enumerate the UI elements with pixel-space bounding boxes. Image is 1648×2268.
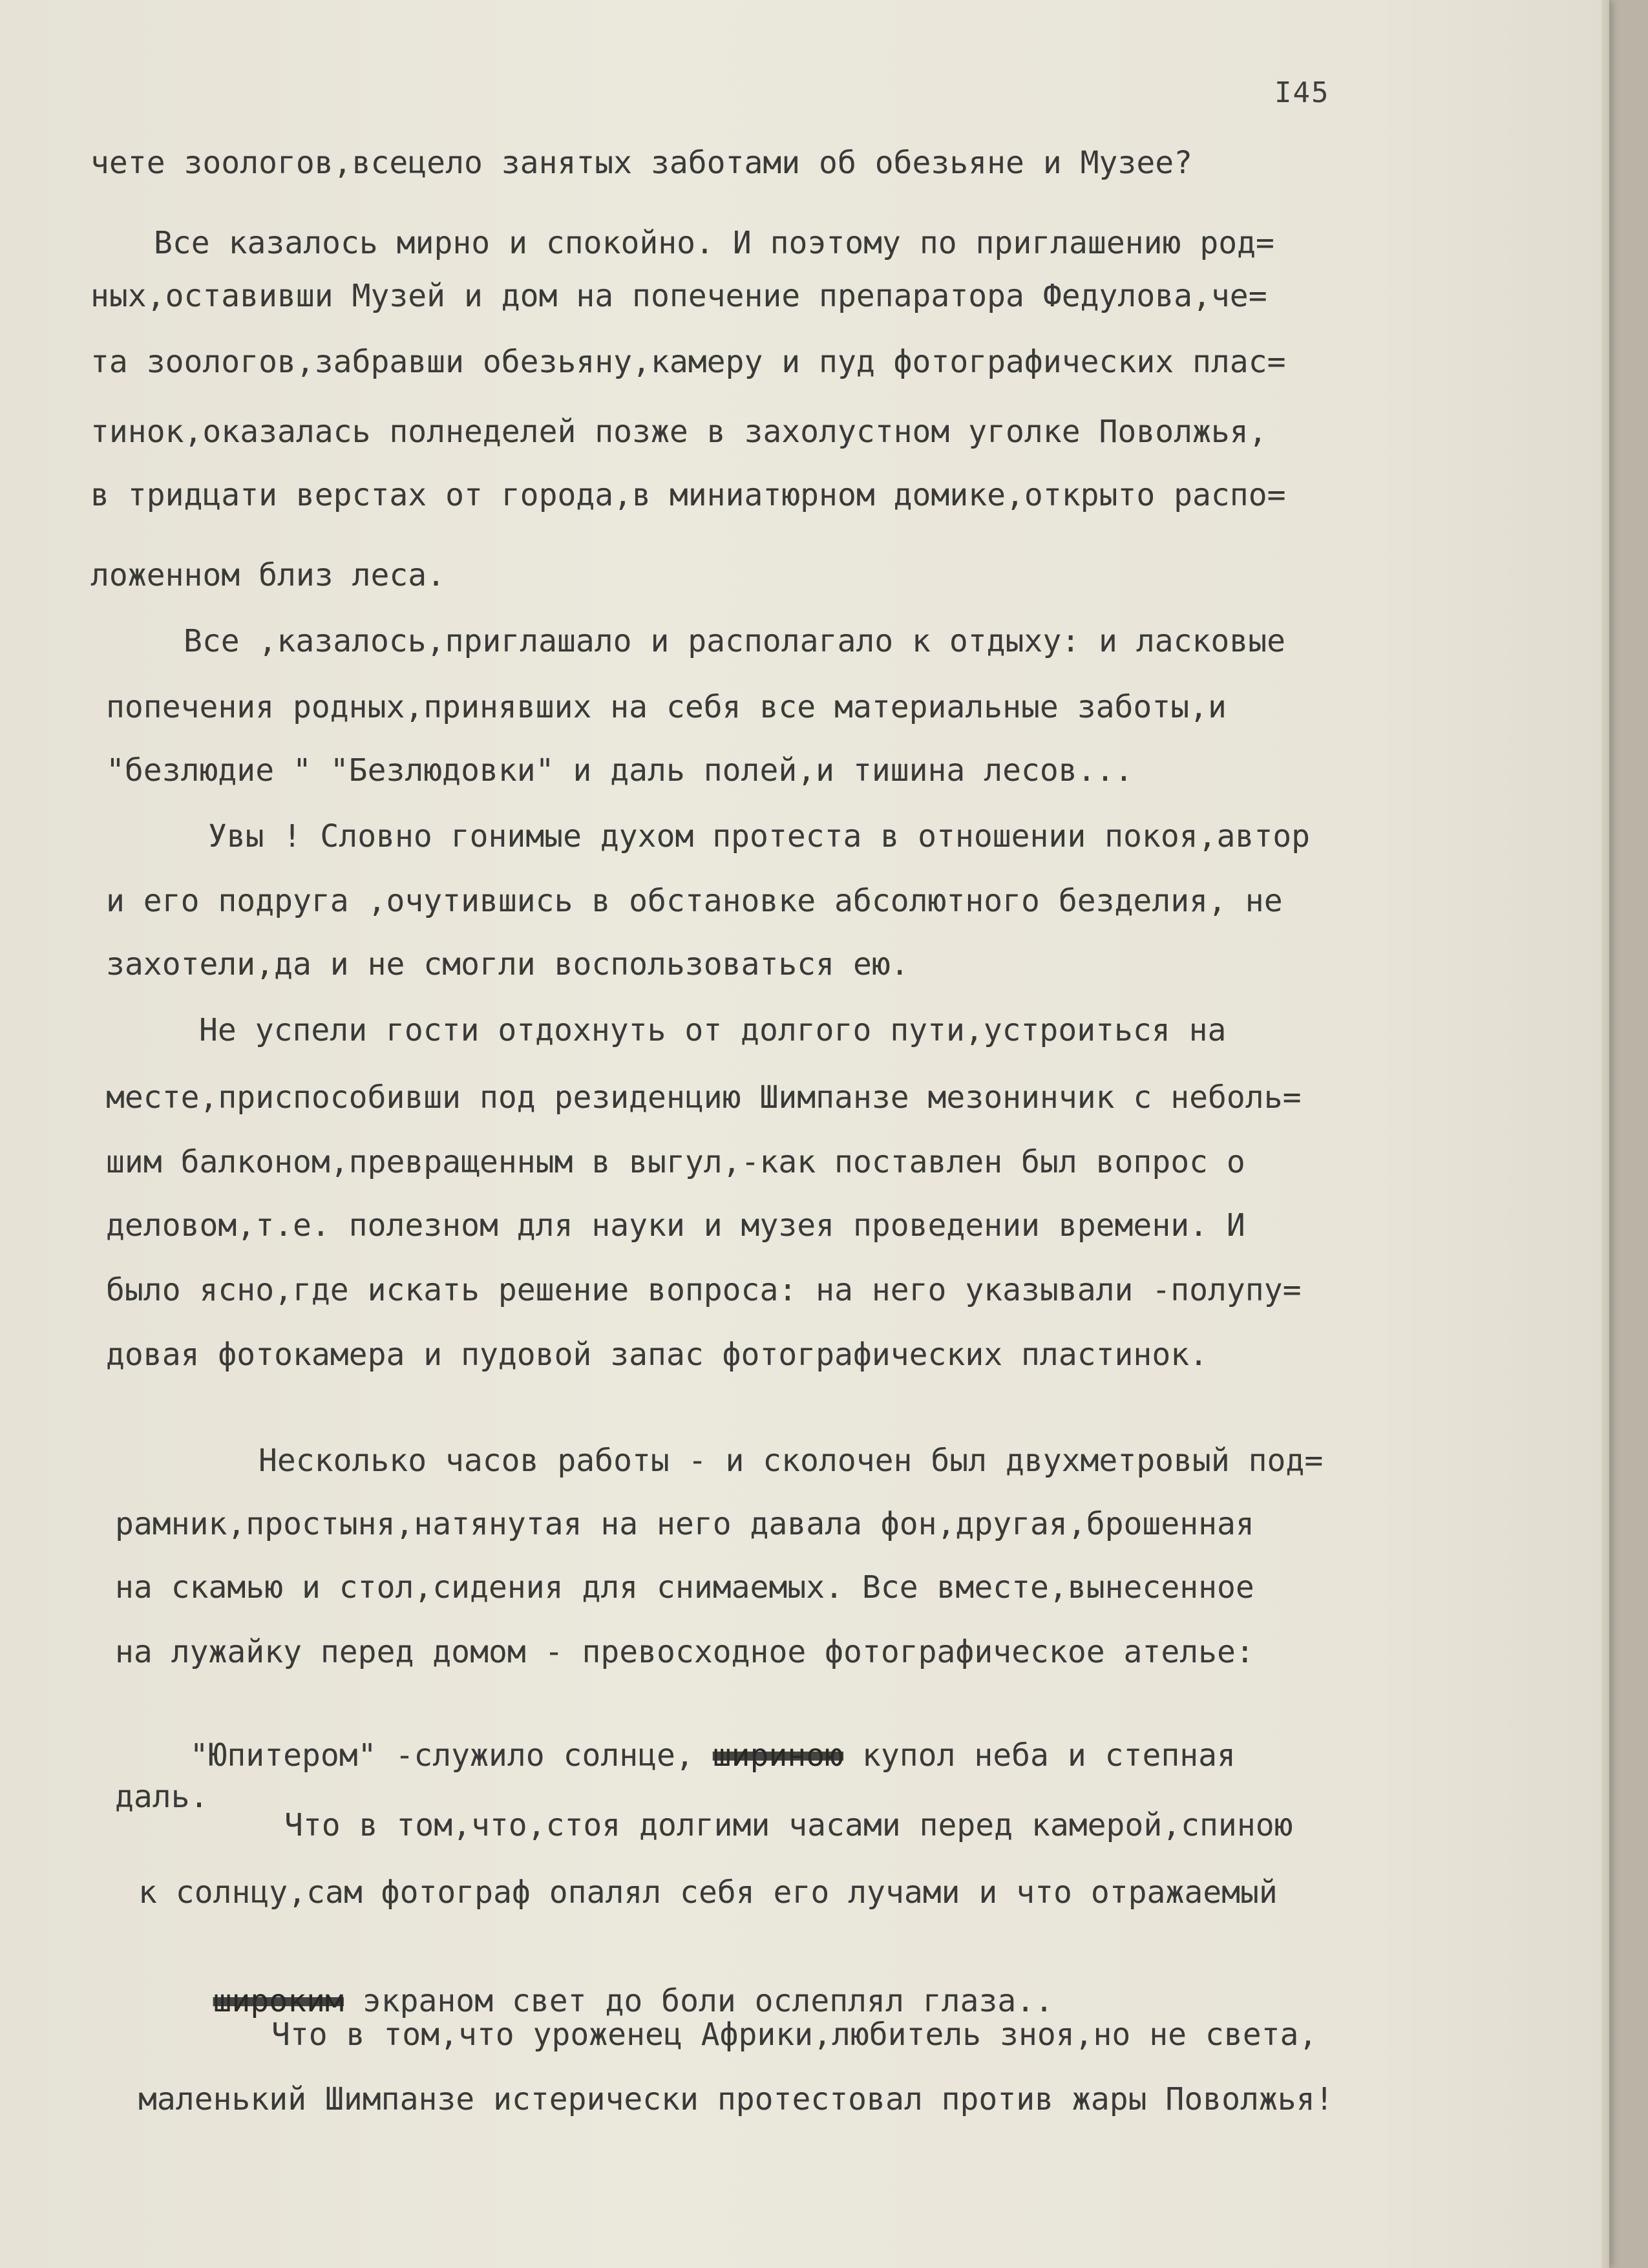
text-line-2: Все казалось мирно и спокойно. И поэтому по приглашению род= xyxy=(154,225,1274,261)
text-line-12: и его подруга ,очутившись в обстановке абсолютного безделия, не xyxy=(106,883,1283,919)
text-line-19: довая фотокамера и пудовой запас фотографических пластинок. xyxy=(106,1337,1209,1373)
text-line-15: месте,приспособивши под резиденцию Шимпанзе мезонинчик с неболь= xyxy=(106,1079,1302,1116)
text-line-11: Увы ! Словно гонимые духом протеста в отношении покоя,автор xyxy=(208,818,1311,854)
struck-word-2: широким xyxy=(213,1983,344,2019)
text-line-29: Что в том,что уроженец Африки,любитель зноя,но не света, xyxy=(271,2017,1318,2053)
text-line-3: ных,оставивши Музей и дом на попечение препаратора Федулова,че= xyxy=(90,278,1267,314)
text-line-7: ложенном близ леса. xyxy=(90,557,446,593)
text-line-28-text: экраном свет до боли ослеплял глаза.. xyxy=(362,1983,1054,2019)
text-line-30: маленький Шимпанзе истерически протестовал против жары Поволжья! xyxy=(138,2081,1334,2117)
text-line-16: шим балконом,превращенным в выгул,-как поставлен был вопрос о xyxy=(106,1144,1245,1180)
text-line-5: тинок,оказалась полнеделей позже в захолустном уголке Поволжья, xyxy=(90,414,1267,450)
text-line-18: было ясно,где искать решение вопроса: на него указывали -полупу= xyxy=(106,1272,1302,1308)
text-line-27: к солнцу,сам фотограф опалял себя его лучами и что отражаемый xyxy=(138,1874,1278,1911)
text-line-26: Что в том,что,стоя долгими часами перед камерой,спиною xyxy=(284,1807,1293,1843)
text-line-6: в тридцати верстах от города,в миниатюрном домике,открыто распо= xyxy=(90,477,1286,513)
text-line-13: захотели,да и не смогли воспользоваться ею. xyxy=(106,946,909,982)
text-line-14: Не успели гости отдохнуть от долгого пути,устроиться на xyxy=(199,1012,1227,1048)
text-line-24 xyxy=(115,1697,1236,1814)
text-line-23: на лужайку перед домом - превосходное фотографическое ателье: xyxy=(115,1634,1254,1670)
text-line-1: чете зоологов,всецело занятых заботами об обезьяне и Музее? xyxy=(90,145,1193,181)
page-edge xyxy=(1601,0,1609,2268)
text-line-24-start: "Юпитером" -служило солнце, xyxy=(189,1737,694,1774)
text-line-10: "безлюдие " "Безлюдовки" и даль полей,и тишина лесов... xyxy=(106,752,1134,789)
text-line-17: деловом,т.е. полезном для науки и музея проведении времени. И xyxy=(106,1207,1245,1244)
text-line-22: на скамью и стол,сидения для снимаемых. Все вместе,вынесенное xyxy=(115,1569,1254,1606)
text-line-24-end: купол неба и степная xyxy=(861,1737,1236,1774)
text-line-20: Несколько часов работы - и сколочен был двухметровый под= xyxy=(259,1443,1324,1479)
text-line-25: даль. xyxy=(115,1779,209,1815)
page-number: I45 xyxy=(1274,76,1330,109)
text-line-8: Все ,казалось,приглашало и располагало к отдыху: и ласковые xyxy=(184,623,1286,659)
text-line-4: та зоологов,забравши обезьяну,камеру и пуд фотографических плас= xyxy=(90,344,1286,380)
struck-word-1: шириною xyxy=(712,1737,844,1774)
text-line-9: попечения родных,принявших на себя все материальные заботы,и xyxy=(106,689,1227,725)
text-line-21: рамник,простыня,натянутая на него давала фон,другая,брошенная xyxy=(115,1506,1254,1542)
